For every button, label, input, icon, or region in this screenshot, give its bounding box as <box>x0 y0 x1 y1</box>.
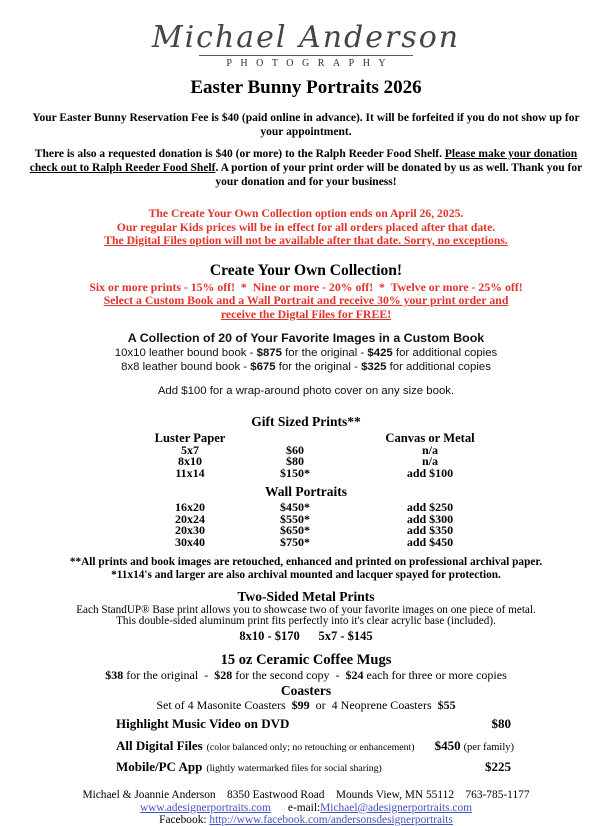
coasters-text-1: Set of 4 Masonite Coasters <box>156 697 292 712</box>
table-row <box>0 442 612 457</box>
logo <box>0 22 612 69</box>
fee-right <box>492 715 515 733</box>
intro-p2-text: There is also a requested donation is $40 (or more) to the Ralph Reeder Food Shelf. <box>34 148 445 160</box>
mug-price-3: $24 <box>345 667 364 682</box>
coasters-price-line <box>0 699 612 712</box>
mug-text-2: for the second copy - <box>232 667 346 682</box>
footnote-2: *11x14's and larger are also archival mounted and lacquer spayed for protection. <box>111 568 501 581</box>
size-cell: 20x24 <box>175 511 205 526</box>
notice-line-1: The Create Your Own Collection option ends on April 26, 2025. <box>148 207 464 220</box>
deadline-notice <box>0 207 612 248</box>
fee-row-digital-files <box>0 737 612 755</box>
price-cell: $80 <box>286 454 304 468</box>
size-cell: 30x40 <box>175 534 205 549</box>
logo-script-name: Michael Anderson <box>151 20 461 55</box>
metal-prints-description-1: Each StandUP® Base print allows you to showcase two of your favorite images on one piece of metal. <box>76 604 536 616</box>
collection-heading: Create Your Own Collection! <box>209 261 403 279</box>
notice-line-2: Our regular Kids prices will be in effect for all orders placed after that date. <box>116 220 496 234</box>
fee-left <box>116 758 382 776</box>
canvas-price-cell: add $300 <box>406 511 454 526</box>
canvas-price-cell: n/a <box>421 442 439 457</box>
facebook-label: Facebook: <box>159 813 210 826</box>
book2-price-copy: $325 <box>361 360 387 373</box>
price-cell: $150* <box>280 465 310 480</box>
mugs-heading: 15 oz Ceramic Coffee Mugs <box>220 651 392 668</box>
intro-p2-underlined-text: Please make your donation check out to Ralph Reeder Food Shelf <box>29 148 578 174</box>
price-cell: $650* <box>280 523 310 537</box>
mug-price-1: $38 <box>105 667 124 682</box>
mugs-price-line <box>0 669 612 682</box>
book2-text-mid: for the original - <box>275 360 362 373</box>
logo-divider <box>199 55 413 56</box>
fee-price-note: (per family) <box>463 741 514 753</box>
notice-line-3: The Digital Files option will not be available after that date. Sorry, no exceptions. <box>104 234 508 247</box>
mug-price-2: $28 <box>214 667 233 682</box>
canvas-metal-header: Canvas or Metal <box>385 430 475 445</box>
fee-price: $450 <box>434 737 461 753</box>
intro-paragraph-2 <box>28 147 584 189</box>
promo-line-1: Select a Custom Book and a Wall Portrait and receive 30% your print order and <box>103 293 509 307</box>
promo-line-2: receive the Digtal Files for FREE! <box>220 306 392 321</box>
metal-prints-description-2: This double-sided aluminum print fits perfectly into it's clear acrylic base (included). <box>116 614 496 627</box>
canvas-price-cell: add $450 <box>406 534 454 549</box>
fee-left <box>116 737 415 755</box>
logo-photography-label: PHOTOGRAPHY <box>226 58 395 69</box>
fee-row-mobile-app <box>0 758 612 776</box>
fee-row-dvd <box>0 715 612 733</box>
additional-fees <box>0 715 612 776</box>
book1-text: 10x10 leather bound book - <box>114 347 257 359</box>
size-cell: 8x10 <box>178 454 202 468</box>
footer-links-line <box>0 802 612 814</box>
fee-label: All Digital Files <box>116 737 203 753</box>
book-price-line-1 <box>0 347 612 361</box>
coasters-text-2: or 4 Neoprene Coasters <box>309 697 438 712</box>
canvas-price-cell: n/a <box>421 454 439 468</box>
fee-label: Mobile/PC App <box>116 759 203 775</box>
footer-contact-line: Michael & Joannie Anderson 8350 Eastwood Road Mounds View, MN 55112 763-785-1177 <box>82 789 530 802</box>
fee-right <box>485 758 514 776</box>
fee-price: $225 <box>485 759 511 775</box>
document-page <box>0 20 612 826</box>
book2-text-end: for additional copies <box>386 360 491 373</box>
canvas-price-cell: add $250 <box>406 500 454 514</box>
wall-portraits-heading: Wall Portraits <box>264 484 348 499</box>
discounts-line: Six or more prints - 15% off! * Nine or more - 20% off! * Twelve or more - 25% off! <box>89 279 523 294</box>
book1-text-mid: for the original - <box>281 347 368 359</box>
email-link[interactable]: Michael@adesignerportraits.com <box>320 801 473 814</box>
table-row <box>0 465 612 480</box>
email-label: e-mail: <box>270 801 321 814</box>
size-cell: 5x7 <box>181 442 199 457</box>
intro-paragraph-1: Your Easter Bunny Reservation Fee is $40 (paid online in advance). It will be forfeited if you do not show up for your appointment. <box>32 112 580 138</box>
fee-label: Highlight Music Video on DVD <box>116 716 290 732</box>
canvas-price-cell: add $100 <box>406 465 454 480</box>
gift-prints-table <box>0 432 612 480</box>
size-cell: 20x30 <box>175 523 205 537</box>
custom-book-heading: A Collection of 20 of Your Favorite Images in a Custom Book <box>127 331 485 345</box>
facebook-link[interactable]: http://www.facebook.com/andersonsdesignerportraits <box>209 813 453 826</box>
wall-portraits-table <box>0 502 612 548</box>
footer-facebook-line <box>0 814 612 826</box>
price-cell: $750* <box>280 534 310 549</box>
fee-note: (lightly watermarked files for social sharing) <box>206 763 382 775</box>
size-cell: 11x14 <box>175 465 205 480</box>
fee-price: $80 <box>491 716 511 732</box>
footnotes <box>0 556 612 581</box>
table-row <box>0 534 612 549</box>
luster-paper-header: Luster Paper <box>154 430 226 445</box>
book1-price-original: $875 <box>256 347 282 359</box>
book1-price-copy: $425 <box>367 347 393 359</box>
book2-price-original: $675 <box>250 360 276 373</box>
wrap-around-note: Add $100 for a wrap-around photo cover on any size book. <box>157 385 455 397</box>
coasters-price-1: $99 <box>291 697 310 712</box>
book-price-line-2 <box>0 361 612 375</box>
gift-prints-heading: Gift Sized Prints** <box>251 413 361 429</box>
canvas-price-cell: add $350 <box>406 523 454 537</box>
price-cell: $450* <box>280 500 310 514</box>
website-link[interactable]: www.adesignerportraits.com <box>139 801 271 814</box>
book1-text-end: for additional copies <box>392 347 498 359</box>
page-title: Easter Bunny Portraits 2026 <box>190 77 422 98</box>
mug-text-3: each for three or more copies <box>363 667 507 682</box>
footnote-1: **All prints and book images are retouched, enhanced and printed on professional archival paper. <box>69 556 543 568</box>
gift-table-header-row <box>0 432 612 445</box>
coasters-heading: Coasters <box>280 682 332 698</box>
fee-left <box>116 715 293 733</box>
fee-note: (color balanced only; no retouching or enhancement) <box>206 741 415 753</box>
footer <box>0 789 612 826</box>
size-cell: 16x20 <box>175 500 205 514</box>
metal-prints-heading: Two-Sided Metal Prints <box>237 589 375 604</box>
mug-text-1: for the original - <box>123 667 215 682</box>
book2-text: 8x8 leather bound book - <box>121 360 251 373</box>
coasters-price-2: $55 <box>437 697 456 712</box>
custom-book-section <box>0 331 612 399</box>
price-cell: $60 <box>286 442 304 457</box>
fee-right <box>435 737 514 755</box>
intro-p2-text-cont: . A portion of your print order will be donated by us as well. Thank you for your donation and for your business! <box>215 162 583 188</box>
metal-prints-prices: 8x10 - $170 5x7 - $145 <box>239 628 373 643</box>
price-cell: $550* <box>280 511 310 526</box>
